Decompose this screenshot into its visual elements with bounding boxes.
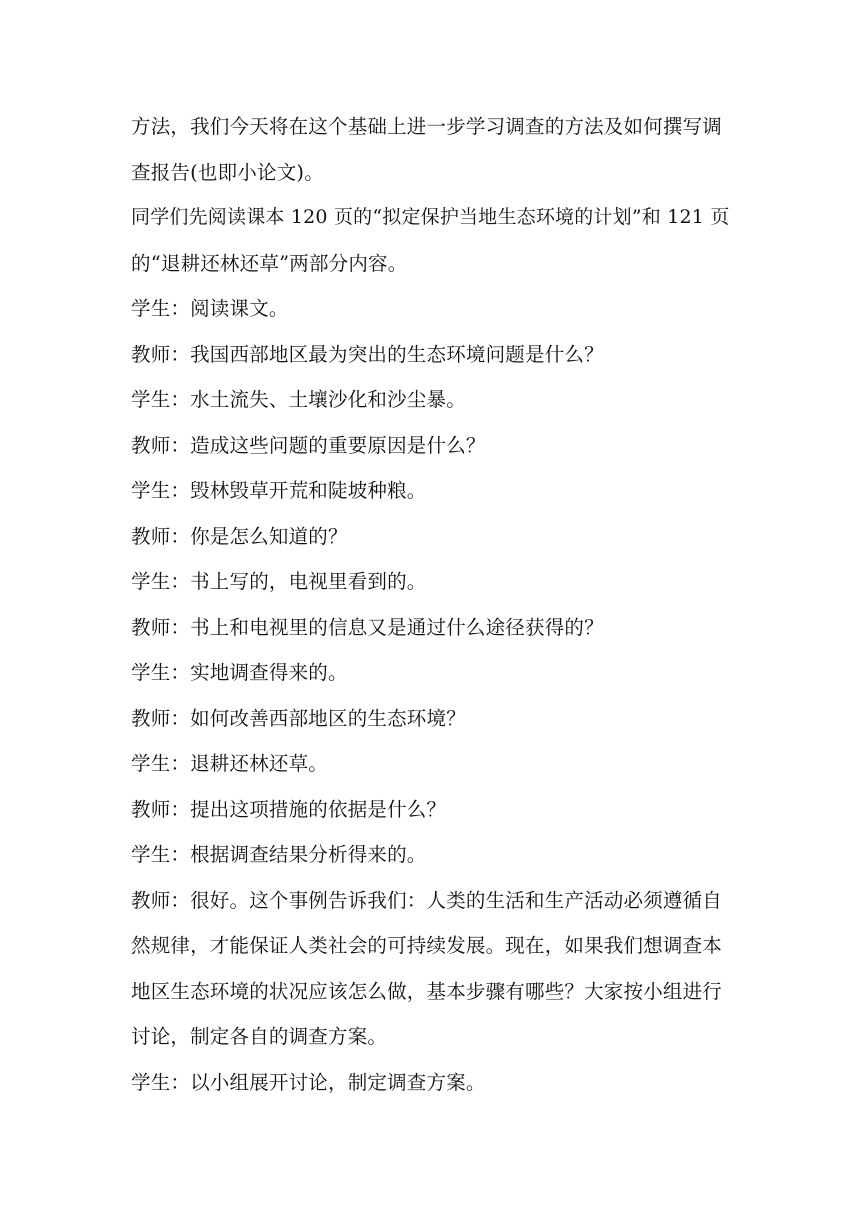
document-body <box>131 104 731 1105</box>
dialogue-line <box>131 286 731 332</box>
text-line: 学生：实地调查得来的。 <box>131 661 348 684</box>
dialogue-line <box>131 332 731 378</box>
dialogue-line <box>131 468 731 514</box>
text-line: 教师：我国西部地区最为突出的生态环境问题是什么？ <box>131 342 604 366</box>
text-line: 教师：书上和电视里的信息又是通过什么途径获得的？ <box>131 615 604 639</box>
text-line: 学生：毁林毁草开荒和陡坡种粮。 <box>131 479 427 502</box>
dialogue-line <box>131 741 731 787</box>
dialogue-line <box>131 377 731 423</box>
paragraph-teacher-summary <box>131 878 731 1060</box>
dialogue-line <box>131 696 731 742</box>
dialogue-line <box>131 605 731 651</box>
text-line: 方法，我们今天将在这个基础上进一步学习调查的方法及如何撰写调 <box>131 115 723 138</box>
text-line: 同学们先阅读课本 120 页的“拟定保护当地生态环境的计划”和 121 页 <box>131 206 730 228</box>
text-line: 学生：阅读课文。 <box>131 297 289 320</box>
text-line: 学生：书上写的，电视里看到的。 <box>131 570 427 593</box>
text-line: 查报告(也即小论文)。 <box>131 160 324 184</box>
dialogue-line <box>131 832 731 878</box>
text-line: 学生：退耕还林还草。 <box>131 752 329 775</box>
text-line: 然规律，才能保证人类社会的可持续发展。现在，如果我们想调查本 <box>131 934 723 957</box>
text-line: 学生：以小组展开讨论，制定调查方案。 <box>131 1070 486 1094</box>
text-line: 教师：造成这些问题的重要原因是什么？ <box>131 433 486 457</box>
paragraph-reading-task <box>131 195 731 286</box>
dialogue-line <box>131 787 731 833</box>
text-line: 地区生态环境的状况应该怎么做，基本步骤有哪些？大家按小组进行 <box>131 979 723 1003</box>
dialogue-line <box>131 514 731 560</box>
text-line: 学生：水土流失、土壤沙化和沙尘暴。 <box>131 388 466 411</box>
dialogue-line <box>131 559 731 605</box>
text-line: 教师：提出这项措施的依据是什么？ <box>131 797 447 821</box>
text-line: 学生：根据调查结果分析得来的。 <box>131 843 427 866</box>
text-line: 教师：你是怎么知道的？ <box>131 524 348 548</box>
text-line: 教师：如何改善西部地区的生态环境？ <box>131 706 466 730</box>
text-line: 的“退耕还林还草”两部分内容。 <box>131 251 408 275</box>
text-line: 讨论，制定各自的调查方案。 <box>131 1025 388 1048</box>
paragraph-intro <box>131 104 731 195</box>
text-line: 教师：很好。这个事例告诉我们：人类的生活和生产活动必须遵循自 <box>131 888 723 912</box>
dialogue-line <box>131 1060 731 1106</box>
dialogue-line <box>131 423 731 469</box>
dialogue-line <box>131 650 731 696</box>
